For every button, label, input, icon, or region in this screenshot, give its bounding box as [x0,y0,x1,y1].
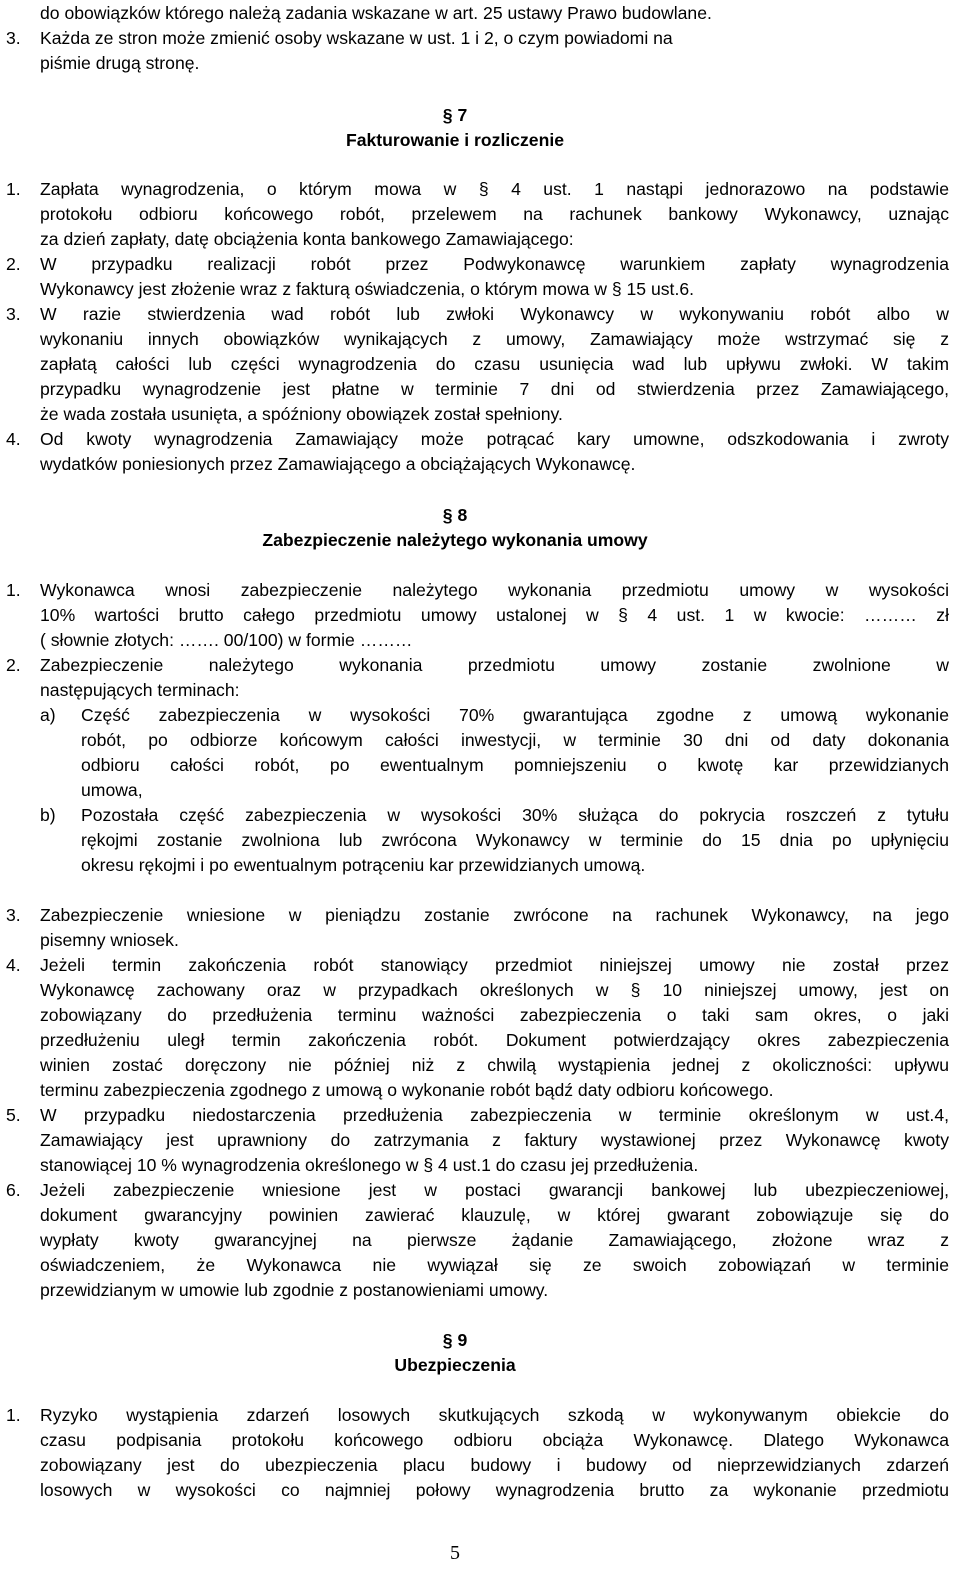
section-title: Zabezpieczenie należytego wykonania umowy [262,530,648,550]
paragraph-line: wykonaniu innych obowiązków wynikających z umowy, Zamawiający może wstrzymać się z [40,329,949,349]
paragraph-line: Wykonawca wnosi zabezpieczenie należytego wykonania przedmiotu umowy w wysokości [40,580,949,600]
paragraph-line: W przypadku niedostarczenia przedłużenia zabezpieczenia w terminie określonym w ust.4, [40,1105,949,1125]
section-title: Fakturowanie i rozliczenie [345,130,565,150]
paragraph-line: Od kwoty wynagrodzenia Zamawiający może potrącać kary umowne, odszkodowania i zwroty [40,429,949,449]
paragraph-line: protokołu odbioru końcowego robót, przelewem na rachunek bankowy Wykonawcy, uznając [40,204,949,224]
item-number: 1. [6,179,21,199]
subitem-letter: b) [40,805,56,825]
paragraph-line: umowa, [81,780,143,800]
paragraph-line: pisemny wniosek. [40,930,179,950]
section-title: Ubezpieczenia [394,1355,516,1375]
paragraph-line: dokument gwarancyjny powinien zawierać klauzulę, w której gwarant zobowiązuje się do [40,1205,949,1225]
paragraph-line: zobowiązany jest do ubezpieczenia placu budowy i budowy od nieprzewidzianych zdarzeń [40,1455,949,1475]
section-number: § 9 [442,1330,468,1350]
item-number: 2. [6,254,21,274]
paragraph-line: zobowiązany do przedłużenia terminu ważności zabezpieczenia o taki sam okres, o jaki [40,1005,949,1025]
item-number: 3. [6,304,21,324]
paragraph-line: Część zabezpieczenia w wysokości 70% gwarantująca zgodne z umową wykonanie [81,705,949,725]
paragraph-line: za dzień zapłaty, datę obciążenia konta bankowego Zamawiającego: [40,229,574,249]
paragraph-line: terminu zabezpieczenia zgodnego z umową o wykonanie robót bądź daty odbioru końcowego. [40,1080,774,1100]
subitem-letter: a) [40,705,56,725]
paragraph-line: W razie stwierdzenia wad robót lub zwłoki Wykonawcy w wykonywaniu robót albo w [40,304,949,324]
item-number: 1. [6,580,21,600]
item-number: 3. [6,28,21,48]
paragraph-line: rękojmi zostanie zwolniona lub zwrócona Wykonawcy w terminie do 15 dnia po upłynięciu [81,830,949,850]
section-number: § 7 [442,105,468,125]
paragraph-line: Zabezpieczenie należytego wykonania przedmiotu umowy zostanie zwolnione w [40,655,949,675]
paragraph-line: Ryzyko wystąpienia zdarzeń losowych skutkujących szkodą w wykonywanym obiekcie do [40,1405,949,1425]
item-number: 3. [6,905,21,925]
paragraph-line: Wykonawcę zachowany oraz w przypadkach określonych w § 10 niniejszej umowy, jest on [40,980,949,1000]
paragraph-line: Zamawiający jest uprawniony do zatrzymania z faktury wystawionej przez Wykonawcę kwoty [40,1130,949,1150]
paragraph-line: okresu rękojmi i po ewentualnym potrąceniu kar przewidzianych umową. [81,855,646,875]
paragraph-line: robót, po odbiorze końcowym całości inwestycji, w terminie 30 dni od daty dokonania [81,730,949,750]
paragraph-line: piśmie drugą stronę. [40,53,200,73]
paragraph-line: oświadczeniem, że Wykonawca nie wywiązał się ze swoich zobowiązań w terminie [40,1255,949,1275]
paragraph-line: Jeżeli zabezpieczenie wniesione jest w postaci gwarancji bankowej lub ubezpieczeniowej, [40,1180,949,1200]
item-number: 4. [6,955,21,975]
paragraph-line: losowych w wysokości co najmniej połowy wynagrodzenia brutto za wykonanie przedmiotu [40,1480,949,1500]
paragraph-line: Każda ze stron może zmienić osoby wskazane w ust. 1 i 2, o czym powiadomi na [40,28,673,48]
item-number: 2. [6,655,21,675]
paragraph-line: Zabezpieczenie wniesione w pieniądzu zostanie zwrócone na rachunek Wykonawcy, na jego [40,905,949,925]
paragraph-line: ( słownie złotych: ……. 00/100) w formie ……… [40,630,413,650]
paragraph-line: W przypadku realizacji robót przez Podwykonawcę warunkiem zapłaty wynagrodzenia [40,254,949,274]
paragraph-line: wypłaty kwoty gwarancyjnej na pierwsze żądanie Zamawiającego, złożone wraz z [40,1230,949,1250]
paragraph-line: 10% wartości brutto całego przedmiotu umowy ustalonej w § 4 ust. 1 w kwocie: ……… zł [40,605,949,625]
paragraph-line: odbioru całości robót, po ewentualnym pomniejszeniu o kwotę kar przewidzianych [81,755,949,775]
item-number: 4. [6,429,21,449]
paragraph-line: stanowiącej 10 % wynagrodzenia określonego w § 4 ust.1 do czasu jej przedłużenia. [40,1155,699,1175]
paragraph-line: Pozostała część zabezpieczenia w wysokości 30% służąca do pokrycia roszczeń z tytułu [81,805,949,825]
paragraph-line: następujących terminach: [40,680,240,700]
section-number: § 8 [442,505,468,525]
paragraph-line: przypadku wynagrodzenie jest płatne w terminie 7 dni od stwierdzenia przez Zamawiającego, [40,379,949,399]
paragraph-line: czasu podpisania protokołu końcowego odbioru obciąża Wykonawcę. Dlatego Wykonawca [40,1430,949,1450]
paragraph-line: winien zostać doręczony nie później niż z chwilą wystąpienia jednej z okoliczności: upływu [40,1055,949,1075]
item-number: 5. [6,1105,21,1125]
item-number: 1. [6,1405,21,1425]
paragraph-line: wydatków poniesionych przez Zamawiającego a obciążających Wykonawcę. [40,454,636,474]
paragraph-line: do obowiązków którego należą zadania wskazane w art. 25 ustawy Prawo budowlane. [40,3,712,23]
paragraph-line: przewidzianym w umowie lub zgodnie z postanowieniami umowy. [40,1280,549,1300]
paragraph-line: Zapłata wynagrodzenia, o którym mowa w § 4 ust. 1 nastąpi jednorazowo na podstawie [40,179,949,199]
paragraph-line: że wada została usunięta, a spóźniony obowiązek został spełniony. [40,404,563,424]
paragraph-line: Jeżeli termin zakończenia robót stanowiący przedmiot niniejszej umowy nie został przez [40,955,949,975]
page-number: 5 [450,1542,460,1564]
item-number: 6. [6,1180,21,1200]
paragraph-line: przedłużeniu uległ termin zakończenia robót. Dokument potwierdzający okres zabezpieczenia [40,1030,949,1050]
paragraph-line: Wykonawcy jest złożenie wraz z fakturą oświadczenia, o którym mowa w § 15 ust.6. [40,279,695,299]
paragraph-line: zapłatą całości lub części wynagrodzenia do czasu usunięcia wad lub upływu zwłoki. W takim [40,354,949,374]
